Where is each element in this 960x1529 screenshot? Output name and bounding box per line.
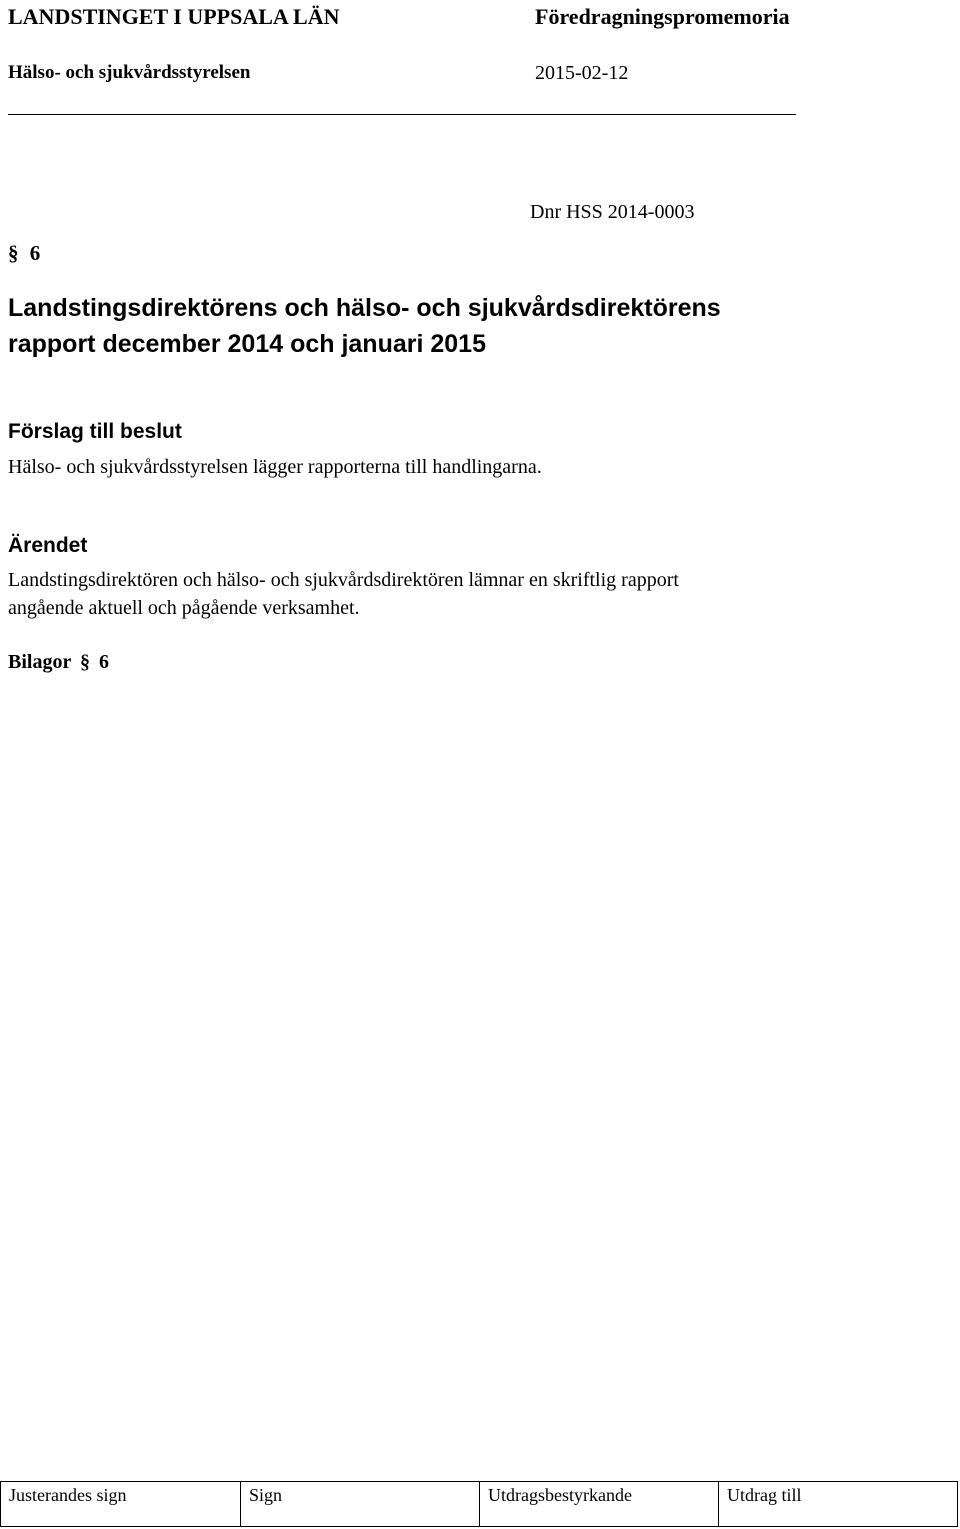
paragraph-symbol: § bbox=[8, 241, 19, 265]
attachments-text: Bilagor bbox=[8, 651, 71, 673]
matter-text-line-1: Landstingsdirektören och hälso- och sjukvårdsdirektören lämnar en skriftlig rapport bbox=[8, 569, 679, 591]
proposal-heading: Förslag till beslut bbox=[8, 420, 182, 443]
attachments-number: 6 bbox=[98, 651, 109, 673]
page-title bbox=[8, 290, 721, 362]
board-name: Hälso- och sjukvårdsstyrelsen bbox=[8, 62, 251, 83]
matter-text bbox=[8, 566, 679, 622]
footer-cell-extract-certifier: Utdragsbestyrkande bbox=[480, 1482, 719, 1526]
attachments-label bbox=[8, 651, 109, 674]
matter-text-line-2: angående aktuell och pågående verksamhet. bbox=[8, 597, 360, 619]
header-divider bbox=[8, 114, 796, 115]
organization-name: LANDSTINGET I UPPSALA LÄN bbox=[8, 4, 340, 29]
title-line-2: rapport december 2014 och januari 2015 bbox=[8, 330, 486, 358]
paragraph-number-value: 6 bbox=[29, 241, 41, 265]
matter-heading: Ärendet bbox=[8, 534, 88, 557]
registration-number: Dnr HSS 2014-0003 bbox=[530, 201, 695, 223]
footer-cell-adjusting-sign: Justerandes sign bbox=[1, 1482, 241, 1526]
document-type: Föredragningspromemoria bbox=[535, 4, 790, 29]
footer-cell-sign: Sign bbox=[241, 1482, 480, 1526]
footer-cell-extract-to: Utdrag till bbox=[719, 1482, 958, 1526]
paragraph-number bbox=[8, 241, 40, 266]
title-line-1: Landstingsdirektörens och hälso- och sjukvårdsdirektörens bbox=[8, 294, 721, 322]
signature-table bbox=[0, 1481, 958, 1527]
document-date: 2015-02-12 bbox=[535, 62, 629, 84]
attachments-symbol: § bbox=[79, 651, 90, 673]
proposal-text: Hälso- och sjukvårdsstyrelsen lägger rapporterna till handlingarna. bbox=[8, 456, 542, 478]
